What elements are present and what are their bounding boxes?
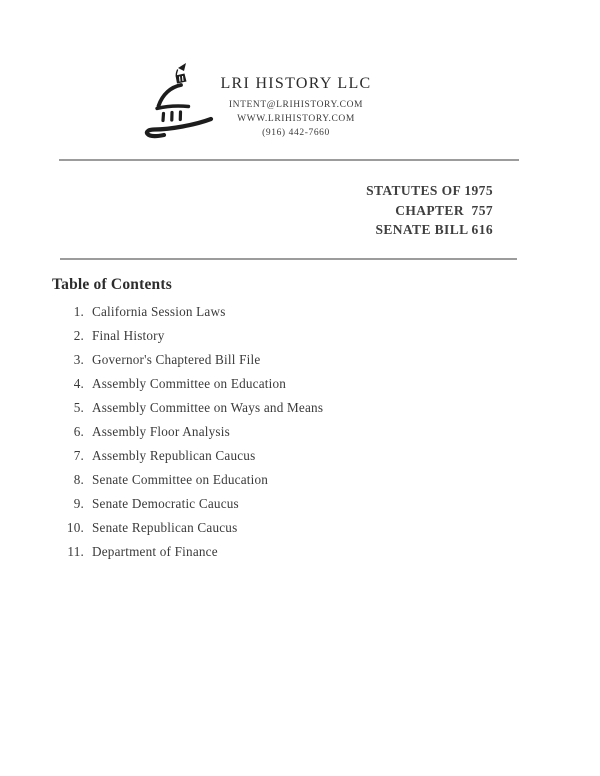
toc-item-number: 8.: [73, 472, 84, 487]
caption-senate-bill: SENATE BILL 616: [375, 222, 493, 238]
toc-item: [56, 396, 476, 420]
company-website: WWW.LRIHISTORY.COM: [237, 114, 355, 124]
toc-item-number: 11.: [67, 544, 84, 559]
caption-chapter: CHAPTER 757: [395, 202, 493, 218]
toc-item: [56, 372, 476, 396]
company-phone: (916) 442-7660: [262, 128, 330, 138]
company-email: INTENT@LRIHISTORY.COM: [228, 100, 364, 110]
toc-item-number: 3.: [73, 352, 84, 367]
toc-item-label: Assembly Committee on Education: [92, 376, 287, 391]
divider-bottom: [60, 258, 517, 260]
toc-item: [56, 516, 476, 540]
toc-item-label: Assembly Committee on Ways and Means: [92, 400, 324, 415]
toc-item-label: California Session Laws: [92, 304, 226, 319]
toc-item: [56, 444, 476, 468]
toc-item-label: Final History: [92, 328, 165, 343]
divider-top: [59, 159, 519, 161]
toc-item-number: 1.: [73, 304, 84, 319]
toc-item: [56, 540, 476, 564]
toc-item-number: 10.: [66, 520, 84, 535]
toc-item: [56, 468, 476, 492]
toc-item-number: 2.: [73, 328, 84, 343]
toc-item-label: Department of Finance: [92, 544, 218, 559]
toc-item-label: Senate Democratic Caucus: [92, 496, 239, 511]
toc-item-label: Governor's Chaptered Bill File: [92, 352, 261, 367]
toc-item-label: Assembly Floor Analysis: [92, 424, 230, 439]
toc-item-number: 6.: [73, 424, 84, 439]
toc-item-number: 9.: [73, 496, 84, 511]
toc-item-number: 7.: [73, 448, 84, 463]
toc-item: [56, 348, 476, 372]
toc-item: [56, 300, 476, 324]
company-name: LRI HISTORY LLC: [220, 75, 372, 92]
toc-item-label: Senate Republican Caucus: [92, 520, 238, 535]
toc-item: [56, 420, 476, 444]
caption-statutes: STATUTES OF 1975: [366, 183, 493, 198]
toc-item: [56, 324, 476, 348]
case-caption: [366, 181, 493, 240]
toc-list: [56, 300, 476, 564]
toc-item-label: Senate Committee on Education: [92, 472, 269, 487]
toc-title: Table of Contents: [52, 276, 172, 293]
toc-item-label: Assembly Republican Caucus: [92, 448, 256, 463]
toc-item: [56, 492, 476, 516]
toc-item-number: 4.: [73, 376, 84, 391]
letterhead: [168, 74, 424, 140]
toc-item-number: 5.: [73, 400, 84, 415]
